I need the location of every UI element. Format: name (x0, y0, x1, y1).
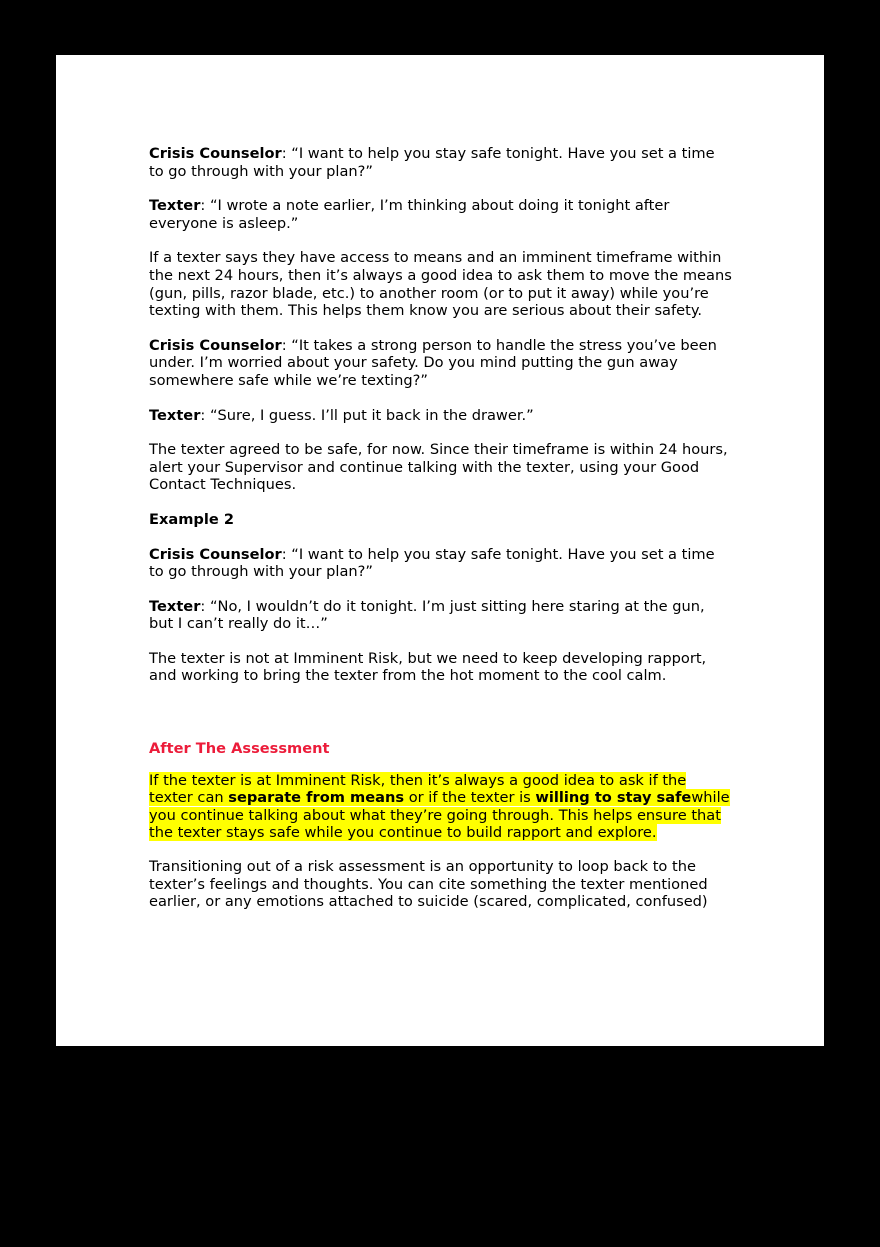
highlight-bold-2: willing to stay safe (535, 789, 692, 807)
speaker-label: Texter (149, 197, 201, 215)
dialogue-line (149, 546, 733, 581)
highlighted-paragraph (149, 772, 733, 842)
dialogue-line (149, 337, 733, 390)
speaker-label: Crisis Counselor (149, 545, 282, 563)
dialogue-text: : “I want to help you stay safe tonight. Have you set a time to go through with your plan?” (149, 545, 715, 581)
highlight-run (149, 772, 730, 842)
speaker-label: Texter (149, 406, 201, 424)
speaker-label: Crisis Counselor (149, 336, 282, 354)
dialogue-line (149, 407, 733, 425)
speaker-label: Crisis Counselor (149, 145, 282, 162)
body-paragraph: The texter is not at Imminent Risk, but we need to keep developing rapport, and working to bring the texter from the hot moment to the cool calm. (149, 649, 707, 685)
body-paragraph: If a texter says they have access to means and an imminent timeframe within the next 24 hours, then it’s always a good idea to ask them to move the means (gun, pills, razor blade, etc.) to another room (or to put it away) while you’re texting with them. This helps them know you are serious about their safety. (149, 249, 732, 320)
highlight-text-1: If the texter is at Imminent Risk, then it’s always a good idea to ask if the texter can (149, 771, 687, 807)
dialogue-text: : “No, I wouldn’t do it tonight. I’m just sitting here staring at the gun, but I can’t really do it…” (149, 597, 705, 633)
section-title: After The Assessment (149, 740, 330, 758)
dialogue-text: : “It takes a strong person to handle the stress you’ve been under. I’m worried about your safety. Do you mind putting the gun away somewhere safe while we’re texting?” (149, 336, 717, 389)
dialogue-text: : “Sure, I guess. I’ll put it back in the drawer.” (200, 406, 534, 424)
closing-paragraph: Transitioning out of a risk assessment is an opportunity to loop back to the texter’s feelings and thoughts. You can cite something the texter mentioned earlier, or any emotions attached to suicide (scared, complicated, confused) (149, 858, 708, 911)
dialogue-line (149, 598, 733, 633)
dialogue-text: : “I wrote a note earlier, I’m thinking about doing it tonight after everyone is asleep.” (149, 197, 670, 232)
section-spacer (149, 702, 733, 740)
body-paragraph: The texter agreed to be safe, for now. Since their timeframe is within 24 hours, alert your Supervisor and continue talking with the texter, using your Good Contact Techniques. (149, 441, 728, 494)
highlight-bold-1: separate from means (228, 789, 405, 807)
speaker-label: Texter (149, 597, 201, 615)
document-page (56, 55, 824, 1046)
document-content (149, 145, 733, 928)
dialogue-text: : “I want to help you stay safe tonight. Have you set a time to go through with your plan?” (149, 145, 715, 180)
example-heading: Example 2 (149, 510, 235, 528)
highlight-text-2: or if the texter is (404, 789, 536, 807)
dialogue-line (149, 197, 733, 232)
dialogue-line (149, 145, 733, 180)
highlight-text-3: while you continue talking about what they’re going through. This helps ensure that the texter stays safe while you continue to build rapport and explore. (149, 789, 730, 842)
